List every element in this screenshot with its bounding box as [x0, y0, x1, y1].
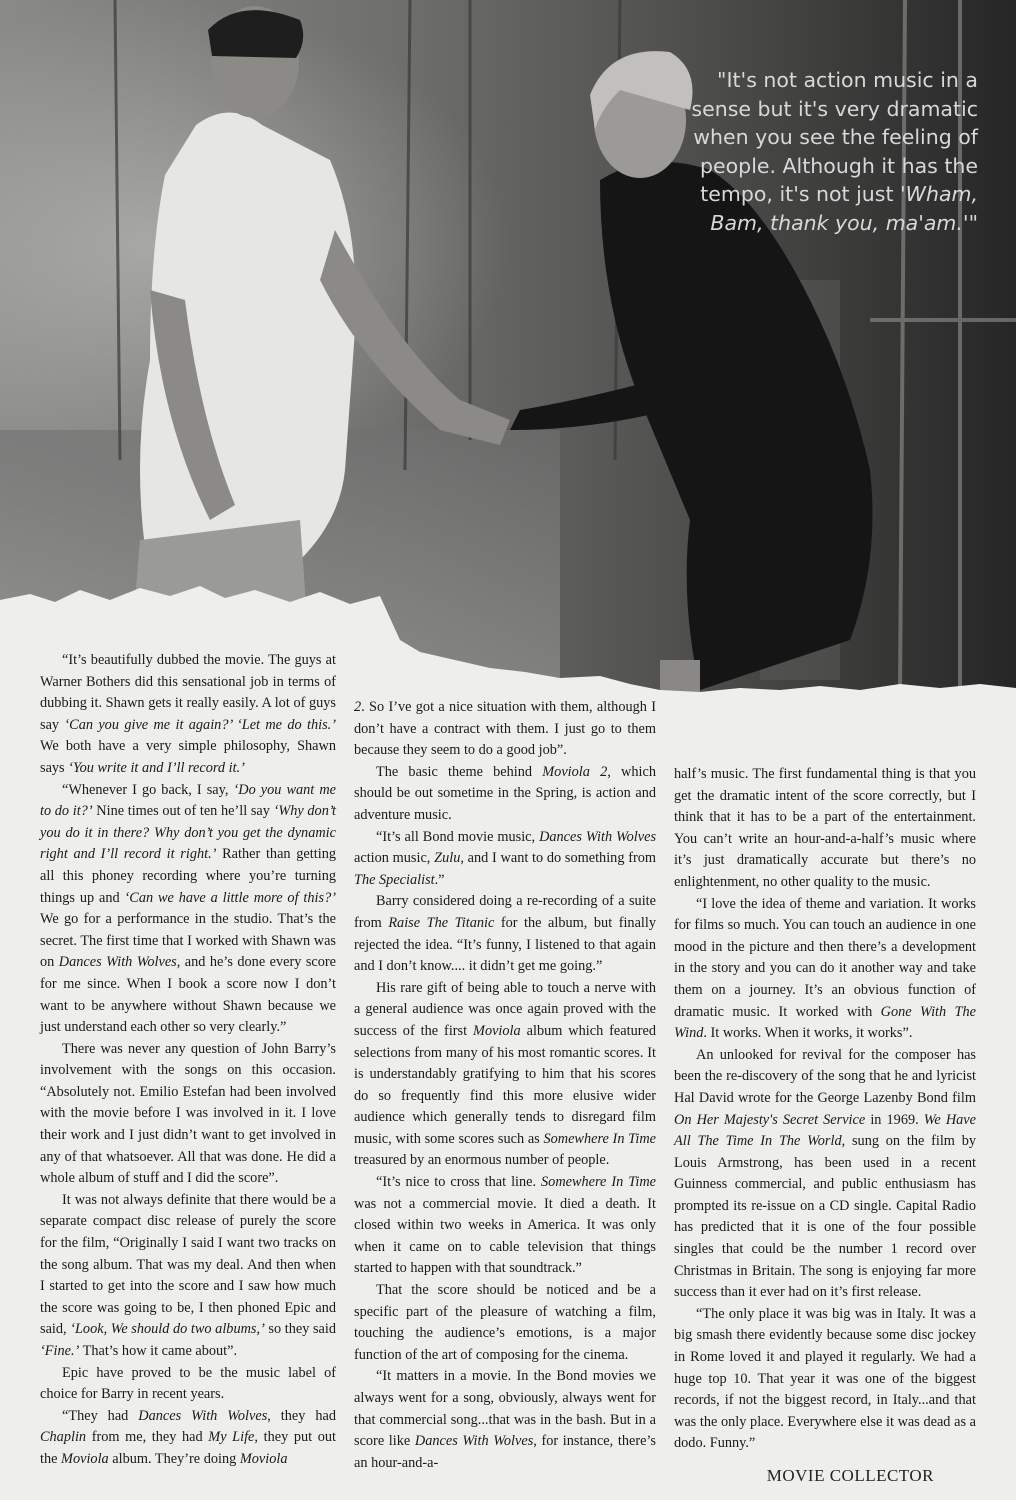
text-run: “I love the idea of theme and variation. It works for films so much. You can touch an audience in one mood in the picture and then there’s a development in the story and you can do it another way and take them on a journey. It’s an obvious function of dramatic music. It worked with [674, 895, 976, 1020]
italic-text: Somewhere In Time [543, 1130, 656, 1147]
text-run: “The only place it was big was in Italy. It was a big smash there evidently because some disc jockey in Rome loved it and played it regularly. We had a huge top 10. That year it was one of the biggest records, if not the biggest record, in Italy...and that was the only place. Everywhere else it was dead as a dodo. Funny.” [674, 1305, 976, 1452]
italic-text: Dances With Wolves [138, 1407, 268, 1424]
italic-text: Moviola [473, 1022, 521, 1039]
italic-text: Moviola [239, 1450, 288, 1467]
article-paragraph [674, 894, 976, 1045]
text-run: “They had [62, 1407, 139, 1424]
text-run: “It’s all Bond movie music, [376, 828, 540, 845]
pull-quote [658, 66, 978, 237]
article-paragraph [354, 1366, 656, 1474]
text-run: “It’s beautifully dubbed the movie. The guys at Warner Bothers did this sensational job in terms of dubbing it. Shawn gets it really easily. A lot of guys say [40, 652, 336, 733]
text-run: .” [434, 871, 445, 888]
italic-text: Moviola [61, 1450, 109, 1467]
italic-text: Somewhere In Time [541, 1174, 657, 1191]
text-run: action music, [354, 850, 435, 867]
text-run: . It works. When it works, it works”. [703, 1025, 913, 1042]
italic-text: ‘Do you want me to do it?’ [40, 781, 336, 820]
text-run: It was not always definite that there would be a separate compact disc release of purely the score for the film, “Originally I said I want two tracks on the song album. That was my deal. And then when I started to get into the score and I saw how much the score was going to be, I then phoned Epic and said, [40, 1191, 336, 1338]
text-run: That’s how it came about”. [79, 1343, 238, 1359]
text-run: “It matters in a movie. In the Bond movies we always went for a song, obviously, always went for that commercial song...that was in the bash. But in a score like [354, 1368, 656, 1450]
text-run: , for instance, there’s an hour-and-a- [354, 1433, 656, 1471]
text-run: We go for a performance in the studio. That’s the secret. The first time that I worked with Shawn was on [40, 911, 336, 971]
text-run: was not a commercial movie. It died a death. It closed within two weeks in America. It was only when it came on to cable television that things started to happen with that soundtrack.” [354, 1195, 656, 1277]
pull-quote-close: " [968, 210, 978, 235]
article-paragraph [354, 978, 656, 1172]
italic-text: Gone With The Wind [674, 1003, 976, 1042]
text-run: , and he’s done every score for me since. When I book a score now I don’t want to be anywhere without Shawn because we just understand each other so very clearly.” [40, 954, 336, 1036]
text-run: His rare gift of being able to touch a nerve with a general audience was once again proved with the success of the first [354, 979, 656, 1039]
italic-text: We Have All The Time In The World [674, 1111, 976, 1150]
italic-text: ‘You write it and I’ll record it.’ [68, 759, 245, 776]
italic-text: The Specialist [354, 871, 435, 888]
article-paragraph [674, 1045, 976, 1304]
article-paragraph [354, 1280, 656, 1366]
article-paragraph [40, 1190, 336, 1363]
italic-text: ‘Fine.’ [40, 1343, 80, 1359]
article-column-1 [40, 650, 336, 1471]
article-paragraph [354, 1172, 656, 1280]
italic-text: Raise The Titanic [388, 914, 495, 931]
article-paragraph [354, 891, 656, 977]
italic-text: Chaplin [40, 1429, 87, 1446]
text-run: half’s music. The first fundamental thing is that you get the dramatic intent of the score correctly, but I think that it has to be a part of the entertainment. You can’t write an hour-and-a-half’s music where it’s just dramatically accurate but there’s no enlightenment, no other quality to the music. [674, 766, 976, 890]
article-paragraph [354, 697, 656, 762]
italic-text: ‘Look, We should do two albums,’ [70, 1321, 265, 1338]
article-paragraph [40, 1406, 336, 1471]
text-run: Epic have proved to be the music label of choice for Barry in recent years. [40, 1364, 336, 1403]
pull-quote-text: "It's not action music in a sense but it's very dramatic when you see the feeling of people. Although it has the tempo, it's not just [691, 68, 978, 206]
italic-text: Moviola 2 [542, 763, 608, 780]
article-paragraph [40, 780, 336, 1039]
text-run: , which should be out sometime in the Spring, is action and adventure music. [354, 763, 656, 823]
text-run: The basic theme behind [376, 763, 543, 780]
article-paragraph [40, 1039, 336, 1190]
italic-text: ‘Can you give me it again?’ ‘Let me do this.’ [64, 716, 336, 733]
text-run: That the score should be noticed and be a specific part of the pleasure of watching a film, touching the audience’s emotions, is a major function of the art of composing for the cinema. [354, 1282, 656, 1363]
article-column-2 [354, 697, 656, 1474]
italic-text: Dances With Wolves [414, 1433, 534, 1450]
article-paragraph [354, 827, 656, 892]
text-run: An unlooked for revival for the composer has been the re-discovery of the song that he and lyricist Hal David wrote for the George Lazenby Bond film [674, 1046, 976, 1106]
article-paragraph [674, 764, 976, 894]
article-column-3 [674, 764, 976, 1455]
text-run: Barry considered doing a re-recording of a suite from [354, 893, 656, 931]
italic-text: Zulu [434, 850, 461, 867]
text-run: . So I’ve got a nice situation with them, although I don’t have a contract with them. I just go to them because they seem to do a good job”. [354, 699, 656, 759]
text-run: for the album, but finally rejected the idea. “It’s funny, I listened to that again and I don’t know.... it didn’t get me going.” [354, 914, 657, 975]
text-run: so they said [264, 1321, 336, 1338]
italic-text: ‘Can we have a little more of this?’ [124, 889, 336, 906]
italic-text: Dances With Wolves [58, 954, 177, 971]
article-paragraph [674, 1304, 976, 1455]
text-run: , sung on the film by Louis Armstrong, has been used in a recent Guinness commercial, and public enthusiasm has prompted its re-issue on a CD single. Capital Radio has predicted that it is one of the four possible singles that could be the number 1 record over Christmas in Britain. The song is enjoying far more success than it ever had on it’s first release. [674, 1133, 976, 1301]
text-run: album. They’re doing [108, 1450, 240, 1467]
text-run: , and I want to do something from [460, 850, 656, 867]
text-run: “It’s nice to cross that line. [376, 1174, 542, 1191]
text-run: treasured by an enormous number of people. [354, 1152, 610, 1169]
text-run: from me, they had [86, 1429, 209, 1446]
pull-quote-emphasis: 'Wham, Bam, thank you, ma'am.' [710, 182, 978, 235]
text-run: , they had [267, 1407, 337, 1424]
publication-footer: MOVIE COLLECTOR [766, 1466, 934, 1485]
text-run: in 1969. [865, 1111, 924, 1128]
italic-text: On Her Majesty's Secret Service [674, 1111, 866, 1128]
article-paragraph [354, 762, 656, 827]
italic-text: ‘Why don’t you do it in there? Why don’t you get the dynamic right and I’ll record it right.’ [40, 803, 336, 863]
italic-text: My Life [208, 1429, 255, 1446]
text-run: album which featured selections from many of his most romantic scores. It is understandably gratifying to him that his scores do so frequently find this more elusive wider audience which generally tends to disregard film music, with some scores such as [354, 1022, 656, 1147]
text-run: “Whenever I go back, I say, [62, 781, 234, 798]
text-run: Nine times out of ten he’ll say [92, 803, 274, 820]
article-paragraph [40, 650, 336, 780]
text-run: , they put out the [40, 1429, 336, 1467]
text-run: We both have a very simple philosophy, Shawn says [40, 738, 336, 776]
article-paragraph [40, 1363, 336, 1406]
text-run: Rather than getting all this phoney recording where you’re turning things up and [40, 846, 336, 906]
text-run: There was never any question of John Barry’s involvement with the songs on this occasion. “Absolutely not. Emilio Estefan had been involved with the movie before I was involved in it. I love their work and I just didn’t want to get involved in any of that whatsoever. All that was done. He did a whole album of stuff and I did the score”. [40, 1040, 336, 1187]
italic-text: Dances With Wolves [539, 828, 657, 845]
italic-text: 2 [354, 699, 362, 715]
